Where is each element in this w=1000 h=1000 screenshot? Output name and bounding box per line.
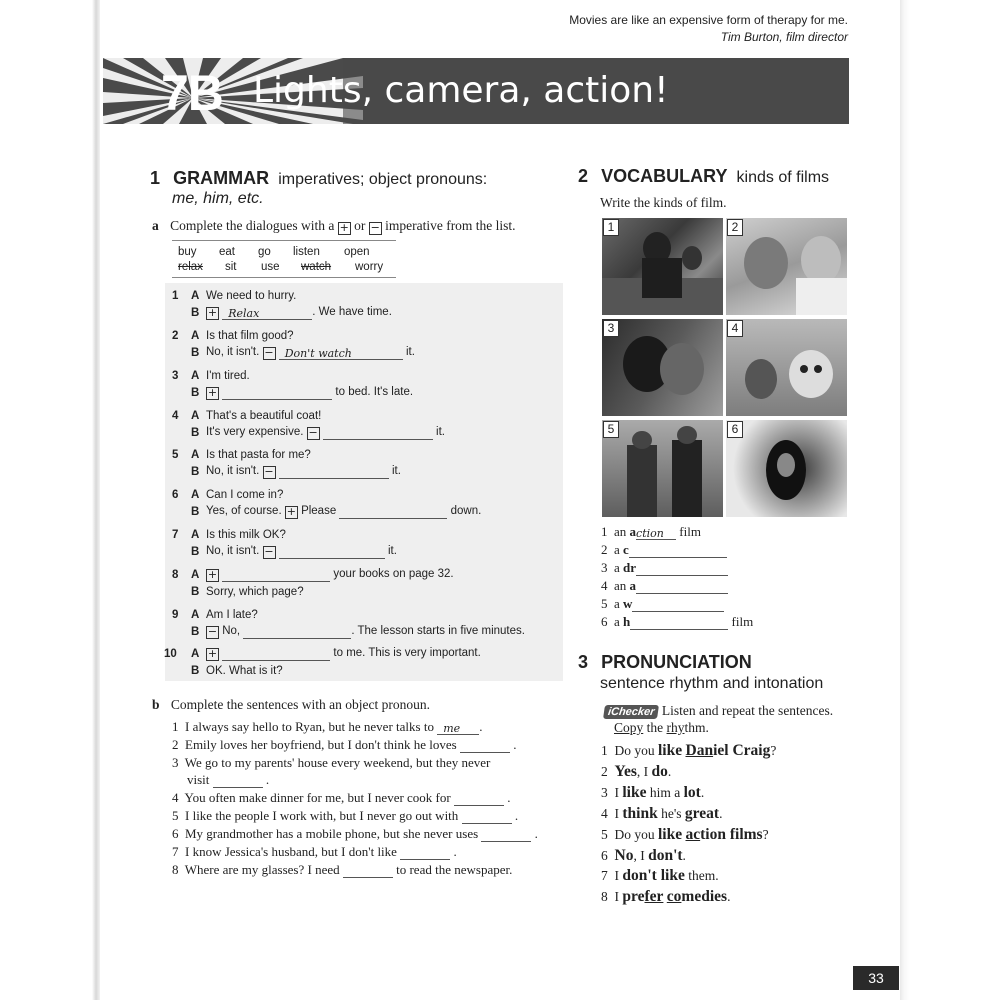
pronunciation-instruction-2: Copy the rhythm. xyxy=(614,720,709,735)
plus-box-icon: + xyxy=(207,647,218,660)
pronunciation-item: 3 I like him a lot. xyxy=(601,784,705,801)
pronunciation-heading xyxy=(578,652,752,673)
film-photo-2 xyxy=(726,218,847,315)
word-list xyxy=(172,240,396,278)
answer-field[interactable] xyxy=(462,811,512,824)
dialogue-item: 3 A I'm tired. B + to bed. It's late. xyxy=(172,370,414,399)
dialogue-item: 8 A + your books on page 32. B Sorry, which page? xyxy=(172,568,454,598)
dialogue-item: 5 A Is that pasta for me? B No, it isn't. − it. xyxy=(172,449,401,478)
word: buy xyxy=(178,246,197,258)
answer-field[interactable] xyxy=(279,466,389,479)
dialogue-item: 10 A + to me. This is very important. B OK. What is it? xyxy=(164,647,481,677)
pronunciation-item: 8 I prefer comedies. xyxy=(601,888,731,905)
exercise-a-instruction: a Complete the dialogues with a + or − imperative from the list. xyxy=(152,218,516,234)
vocabulary-item: 1 an action film xyxy=(601,524,701,540)
sentence-item-continuation: visit . xyxy=(187,772,270,787)
answer-field[interactable]: me xyxy=(437,722,479,735)
vocabulary-item: 3 a dr xyxy=(601,560,728,576)
vocabulary-item: 6 a h film xyxy=(601,614,754,629)
sentence-item: 3 We go to my parents' house every weekend, but they never xyxy=(172,755,491,770)
pronunciation-item: 5 Do you like action films? xyxy=(601,826,769,843)
answer-field[interactable] xyxy=(339,506,447,519)
minus-box-icon: − xyxy=(207,625,218,638)
epigraph xyxy=(569,12,848,46)
grammar-title: GRAMMAR xyxy=(173,168,270,188)
film-photo-6 xyxy=(726,420,847,517)
quote-author: Tim Burton, film director xyxy=(720,30,848,44)
sentence-item: 6 My grandmother has a mobile phone, but she never uses . xyxy=(172,826,538,841)
pronunciation-item: 6 No, I don't. xyxy=(601,847,686,864)
vocabulary-subtitle: kinds of films xyxy=(736,169,830,186)
exercise-b-instruction: b Complete the sentences with an object pronoun. xyxy=(152,697,430,712)
sentence-item: 8 Where are my glasses? I need to read the newspaper. xyxy=(172,862,513,877)
plus-box-icon: + xyxy=(339,221,349,234)
pronunciation-number: 3 xyxy=(578,652,589,672)
dialogue-list xyxy=(164,290,562,680)
page-right-margin xyxy=(900,0,1000,1000)
ichecker-badge[interactable]: iChecker xyxy=(603,705,659,719)
answer-field[interactable] xyxy=(222,569,330,582)
answer-field[interactable] xyxy=(323,427,433,440)
dialogue-item: 1 A We need to hurry. B + Relax . We have time. xyxy=(172,290,392,320)
minus-box-icon: − xyxy=(264,545,274,558)
answer-field[interactable] xyxy=(632,599,724,612)
plus-box-icon: + xyxy=(207,568,218,581)
dialogue-item: 4 A That's a beautiful coat! B It's very expensive. − it. xyxy=(172,410,445,439)
sentence-item: 1 I always say hello to Ryan, but he never talks to me . xyxy=(172,719,483,735)
answer-field[interactable] xyxy=(222,648,330,661)
grammar-number: 1 xyxy=(150,168,161,188)
answer-field[interactable] xyxy=(636,581,728,594)
answer-field[interactable] xyxy=(400,847,450,860)
dialogue-item: 2 A Is that film good? B No, it isn't. − Don't watch it. xyxy=(172,330,415,360)
pronunciation-item: 2 Yes, I do. xyxy=(601,763,672,780)
word: listen xyxy=(293,246,320,258)
minus-box-icon: − xyxy=(264,465,274,478)
grammar-subtitle: imperatives; object pronouns: xyxy=(278,171,488,188)
grammar-heading xyxy=(150,168,487,189)
vocabulary-number: 2 xyxy=(578,166,589,186)
sentence-item: 4 You often make dinner for me, but I never cook for . xyxy=(172,790,511,805)
plus-box-icon: + xyxy=(207,306,218,319)
word: eat xyxy=(219,246,235,258)
sentence-item: 5 I like the people I work with, but I never go out with . xyxy=(172,808,519,823)
photo-label: 6 xyxy=(727,421,743,438)
answer-field[interactable] xyxy=(636,563,728,576)
plus-box-icon: + xyxy=(286,505,296,518)
film-photo-5 xyxy=(602,420,723,517)
answer-field[interactable]: Relax xyxy=(222,307,312,320)
minus-box-icon: − xyxy=(308,426,318,439)
word-used: relax xyxy=(178,261,203,273)
answer-field[interactable] xyxy=(460,740,510,753)
answer-field[interactable] xyxy=(279,546,385,559)
film-photo-1 xyxy=(602,218,723,315)
dialogue-item: 9 A Am I late? B − No, . The lesson starts in five minutes. xyxy=(172,609,525,638)
pronunciation-subtitle: sentence rhythm and intonation xyxy=(600,675,824,692)
minus-box-icon: − xyxy=(370,221,380,234)
photo-label: 3 xyxy=(603,320,619,337)
film-photo-4 xyxy=(726,319,847,416)
word: use xyxy=(261,261,280,273)
answer-field[interactable] xyxy=(222,387,332,400)
word: worry xyxy=(355,261,384,273)
photo-label: 5 xyxy=(603,421,619,438)
pronunciation-title: PRONUNCIATION xyxy=(601,652,752,672)
answer-field[interactable] xyxy=(629,545,727,558)
pronunciation-instruction: iChecker Listen and repeat the sentences. xyxy=(604,703,833,719)
photo-label: 1 xyxy=(603,219,619,236)
dialogue-item: 6 A Can I come in? B Yes, of course. + Please down. xyxy=(172,489,482,518)
page-number: 33 xyxy=(853,966,899,990)
answer-field[interactable]: ction xyxy=(636,527,676,540)
pronunciation-item: 4 I think he's great. xyxy=(601,805,723,822)
sentence-item: 7 I know Jessica's husband, but I don't like . xyxy=(172,844,457,859)
answer-field[interactable] xyxy=(630,617,728,630)
vocabulary-instruction: Write the kinds of film. xyxy=(600,195,727,210)
answer-field[interactable] xyxy=(243,626,351,639)
film-photo-3 xyxy=(602,319,723,416)
page-left-margin xyxy=(0,0,100,1000)
pronunciation-item: 1 Do you like Daniel Craig? xyxy=(601,742,777,759)
exercise-a-letter: a xyxy=(152,218,159,233)
vocabulary-item: 2 a c xyxy=(601,542,727,558)
answer-field[interactable] xyxy=(454,793,504,806)
vocabulary-title: VOCABULARY xyxy=(601,166,728,186)
lesson-title: Lights, camera, action! xyxy=(253,70,669,111)
lesson-code: 7B xyxy=(161,65,223,121)
pronunciation-item: 7 I don't like them. xyxy=(601,867,719,884)
vocabulary-heading xyxy=(578,166,829,187)
dialogue-item: 7 A Is this milk OK? B No, it isn't. − it. xyxy=(172,529,397,558)
lesson-banner xyxy=(103,58,849,124)
sentence-item: 2 Emily loves her boyfriend, but I don't think he loves . xyxy=(172,737,517,752)
exercise-b-letter: b xyxy=(152,697,160,712)
vocabulary-item: 4 an a xyxy=(601,578,728,594)
word: sit xyxy=(225,261,237,273)
vocabulary-item: 5 a w xyxy=(601,596,724,612)
minus-box-icon: − xyxy=(264,346,274,359)
plus-box-icon: + xyxy=(207,386,218,399)
word: go xyxy=(258,246,271,258)
grammar-subtitle-2: me, him, etc. xyxy=(172,190,264,207)
answer-field[interactable] xyxy=(343,865,393,878)
word: open xyxy=(344,246,370,258)
photo-label: 4 xyxy=(727,320,743,337)
quote-text: Movies are like an expensive form of therapy for me. xyxy=(569,13,848,27)
answer-field[interactable] xyxy=(481,829,531,842)
answer-field[interactable] xyxy=(213,775,263,788)
photo-label: 2 xyxy=(727,219,743,236)
word-used: watch xyxy=(301,261,332,273)
answer-field[interactable]: Don't watch xyxy=(279,347,403,360)
